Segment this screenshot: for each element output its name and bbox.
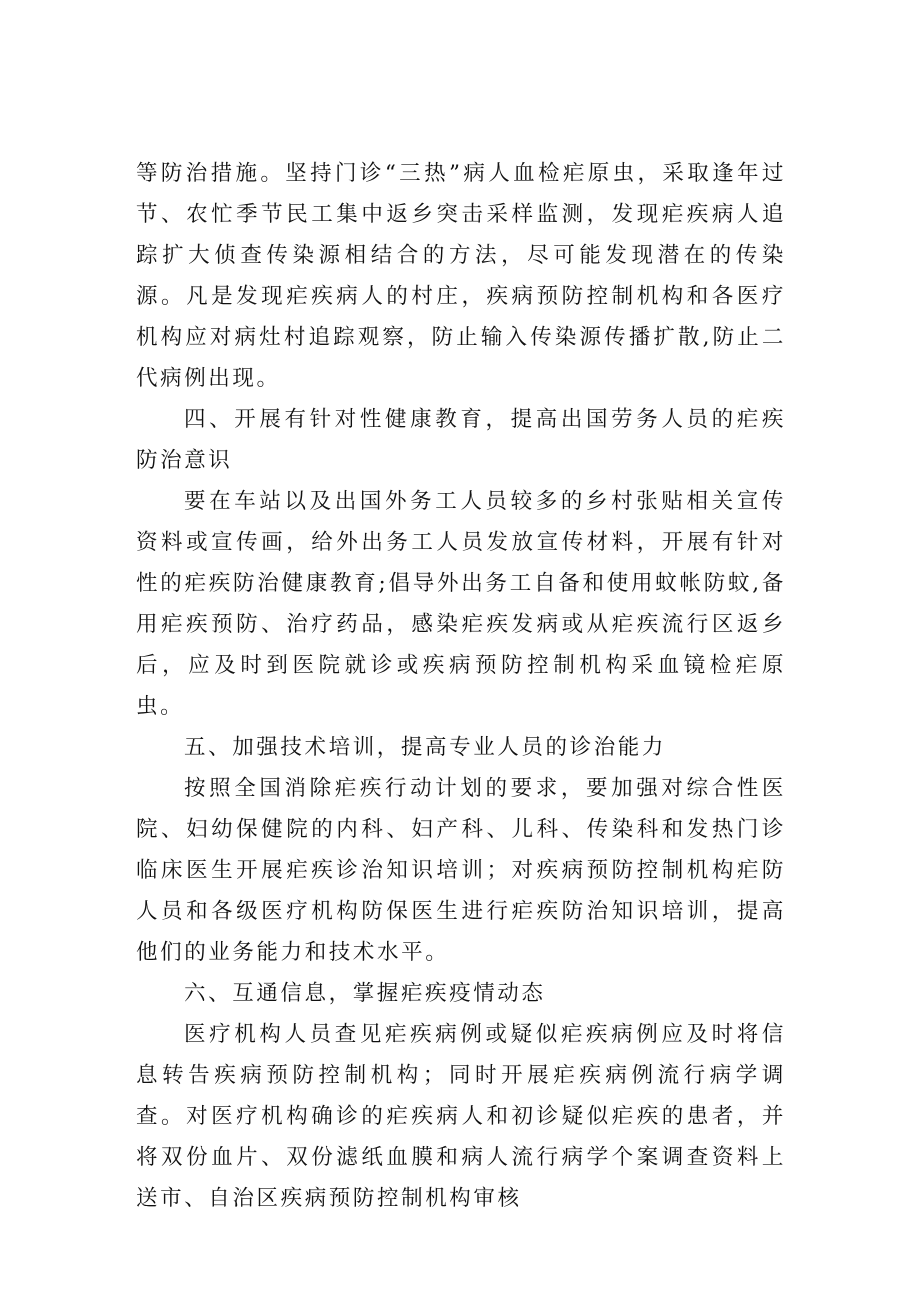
paragraph-section-4-body: 要在车站以及出国外务工人员较多的乡村张贴相关宣传资料或宣传画，给外出务工人员发放宣传材料，开展有针对性的疟疾防治健康教育;倡导外出务工自备和使用蚊帐防蚊,备用疟疾预防、治疗药品，感染疟疾发病或从疟疾流行区返乡后，应及时到医院就诊或疾病预防控制机构采血镜检疟原虫。 — [136, 489, 786, 719]
section-heading-5: 五、加强技术培训，提高专业人员的诊治能力 — [184, 735, 667, 760]
section-heading-6: 六、互通信息，掌握疟疾疫情动态 — [184, 981, 546, 1006]
paragraph-section-5-body: 按照全国消除疟疾行动计划的要求，要加强对综合性医院、妇幼保健院的内科、妇产科、儿科、传染科和发热门诊临床医生开展疟疾诊治知识培训；对疾病预防控制机构疟防人员和各级医疗机构防保医生进行疟疾防治知识培训，提高他们的业务能力和技术水平。 — [136, 776, 786, 965]
section-heading-4: 四、开展有针对性健康教育，提高出国劳务人员的疟疾防治意识 — [136, 407, 786, 473]
paragraph-section-6-body: 医疗机构人员查见疟疾病例或疑似疟疾病例应及时将信息转告疾病预防控制机构；同时开展疟疾病例流行病学调查。对医疗机构确诊的疟疾病人和初诊疑似疟疾的患者，并将双份血片、双份滤纸血膜和病人流行病学个案调查资料上送市、自治区疾病预防控制机构审核 — [136, 1022, 786, 1211]
paragraph-continuation: 等防治措施。坚持门诊“三热”病人血检疟原虫，采取逢年过节、农忙季节民工集中返乡突击采样监测，发现疟疾病人追踪扩大侦查传染源相结合的方法，尽可能发现潜在的传染源。凡是发现疟疾病人的村庄，疾病预防控制机构和各医疗机构应对病灶村追踪观察，防止输入传染源传播扩散,防止二代病例出现。 — [136, 161, 786, 391]
